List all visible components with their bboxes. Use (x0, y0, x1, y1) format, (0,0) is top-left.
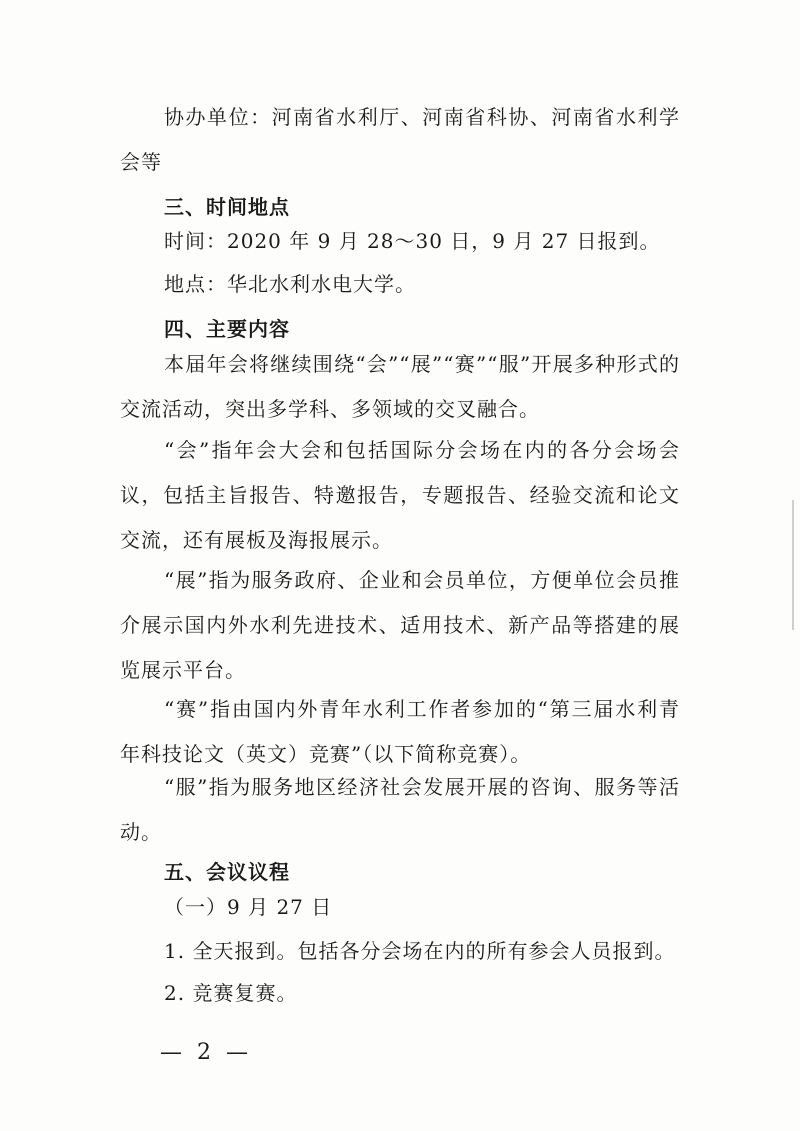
co-organizers-paragraph: 协办单位：河南省水利厅、河南省科协、河南省水利学会等 (120, 105, 680, 174)
scan-edge-mark (792, 500, 794, 630)
place-line: 地点：华北水利水电大学。 (164, 272, 416, 296)
time-line: 时间：2020 年 9 月 28～30 日，9 月 27 日报到。 (164, 229, 661, 253)
zhan-description-paragraph: “展”指为服务政府、企业和会员单位，方便单位会员推介展示国内外水利先进技术、适用技术、新产品等搭建的展览展示平台。 (120, 568, 680, 682)
agenda-item-1: 1. 全天报到。包括各分会场在内的所有参会人员报到。 (164, 939, 676, 963)
agenda-item-2: 2. 竞赛复赛。 (164, 981, 298, 1005)
section-heading-time-place: 三、时间地点 (164, 195, 290, 219)
fu-description-paragraph: “服”指为服务地区经济社会发展开展的咨询、服务等活动。 (120, 775, 680, 844)
content-intro-paragraph: 本届年会将继续围绕“会”“展”“赛”“服”开展多种形式的交流活动，突出多学科、多领域的交叉融合。 (120, 352, 680, 421)
page-number: — 2 — (160, 1040, 252, 1065)
sai-description-paragraph: “赛”指由国内外青年水利工作者参加的“第三届水利青年科技论文（英文）竞赛”（以下简称竞赛）。 (120, 697, 680, 766)
section-heading-agenda: 五、会议议程 (164, 860, 290, 884)
day1-label: （一）9 月 27 日 (164, 895, 333, 919)
hui-description-paragraph: “会”指年会大会和包括国际分会场在内的各分会场会议，包括主旨报告、特邀报告，专题报告、经验交流和论文交流，还有展板及海报展示。 (120, 438, 680, 552)
section-heading-main-content: 四、主要内容 (164, 317, 290, 341)
